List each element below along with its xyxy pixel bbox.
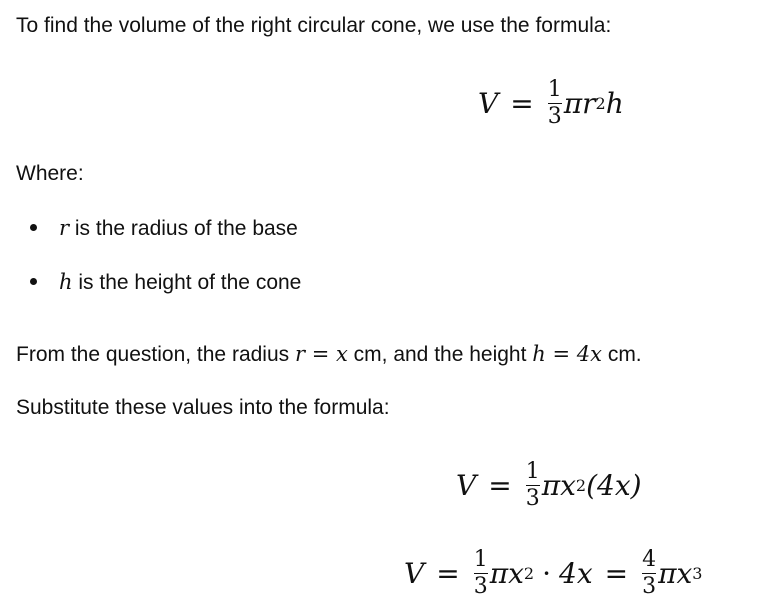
eq2-fraction-2	[642, 548, 656, 599]
list-item	[30, 214, 298, 243]
eq1-equals: =	[488, 468, 512, 502]
eq2-lhs: V	[404, 556, 425, 590]
eq2-body-1: πx	[489, 556, 524, 590]
bullet-icon	[30, 224, 37, 231]
intro-text: To find the volume of the right circular cone, we use the formula:	[16, 14, 612, 37]
eq2-denominator-2: 3	[642, 574, 657, 599]
height-equals: =	[545, 342, 577, 366]
substitute-text: Substitute these values into the formula:	[16, 396, 390, 419]
formula-denominator: 3	[547, 104, 562, 129]
formula-lhs: V	[478, 86, 499, 120]
formula-equals: =	[510, 86, 534, 120]
eq2-numerator-2: 4	[642, 547, 657, 572]
radius-variable: r	[294, 342, 306, 366]
eq1-tail: (4x)	[586, 468, 642, 502]
formula-tail: h	[605, 86, 624, 120]
eq1-denominator: 3	[525, 486, 540, 511]
formula-fraction	[548, 78, 562, 129]
given-values-text	[16, 340, 642, 369]
eq2-equals: =	[436, 556, 460, 590]
bullet-icon	[30, 278, 37, 285]
substituted-equation: V = $\frac{1}{3}$ πx 2 (4x)	[456, 459, 642, 511]
bullet-variable: h	[59, 270, 73, 294]
given-suffix: cm.	[601, 343, 642, 366]
radius-equals: =	[305, 342, 336, 366]
eq2-term: 4x	[559, 556, 593, 590]
eq2-numerator-1: 1	[473, 547, 488, 572]
height-variable: h	[532, 342, 546, 366]
bullet-variable: r	[59, 216, 70, 240]
eq1-numerator: 1	[525, 459, 540, 484]
height-value: 4x	[576, 342, 602, 366]
volume-formula: V = $\frac{1}{3}$ πr 2 h	[478, 77, 624, 129]
eq1-lhs: V	[456, 468, 477, 502]
eq2-fraction-1	[474, 548, 488, 599]
eq2-equals-2: =	[604, 556, 629, 590]
radius-value: x	[335, 342, 348, 366]
formula-body: πr	[563, 86, 596, 120]
eq2-denominator-1: 3	[473, 574, 488, 599]
where-label: Where:	[16, 162, 84, 185]
formula-numerator: 1	[547, 77, 562, 102]
bullet-text: is the height of the cone	[72, 271, 302, 294]
simplified-equation: V = $\frac{1}{3}$ πx 2 · 4x = $\frac{4}{3}$ πx 3	[404, 547, 703, 599]
eq2-dot: ·	[542, 556, 551, 590]
eq1-body: πx	[541, 468, 576, 502]
eq2-body-2: πx	[658, 556, 693, 590]
eq1-fraction	[526, 460, 540, 511]
given-prefix: From the question, the radius	[16, 343, 295, 366]
given-mid: cm, and the height	[347, 343, 533, 366]
bullet-text: is the radius of the base	[69, 217, 298, 240]
list-item	[30, 268, 301, 297]
